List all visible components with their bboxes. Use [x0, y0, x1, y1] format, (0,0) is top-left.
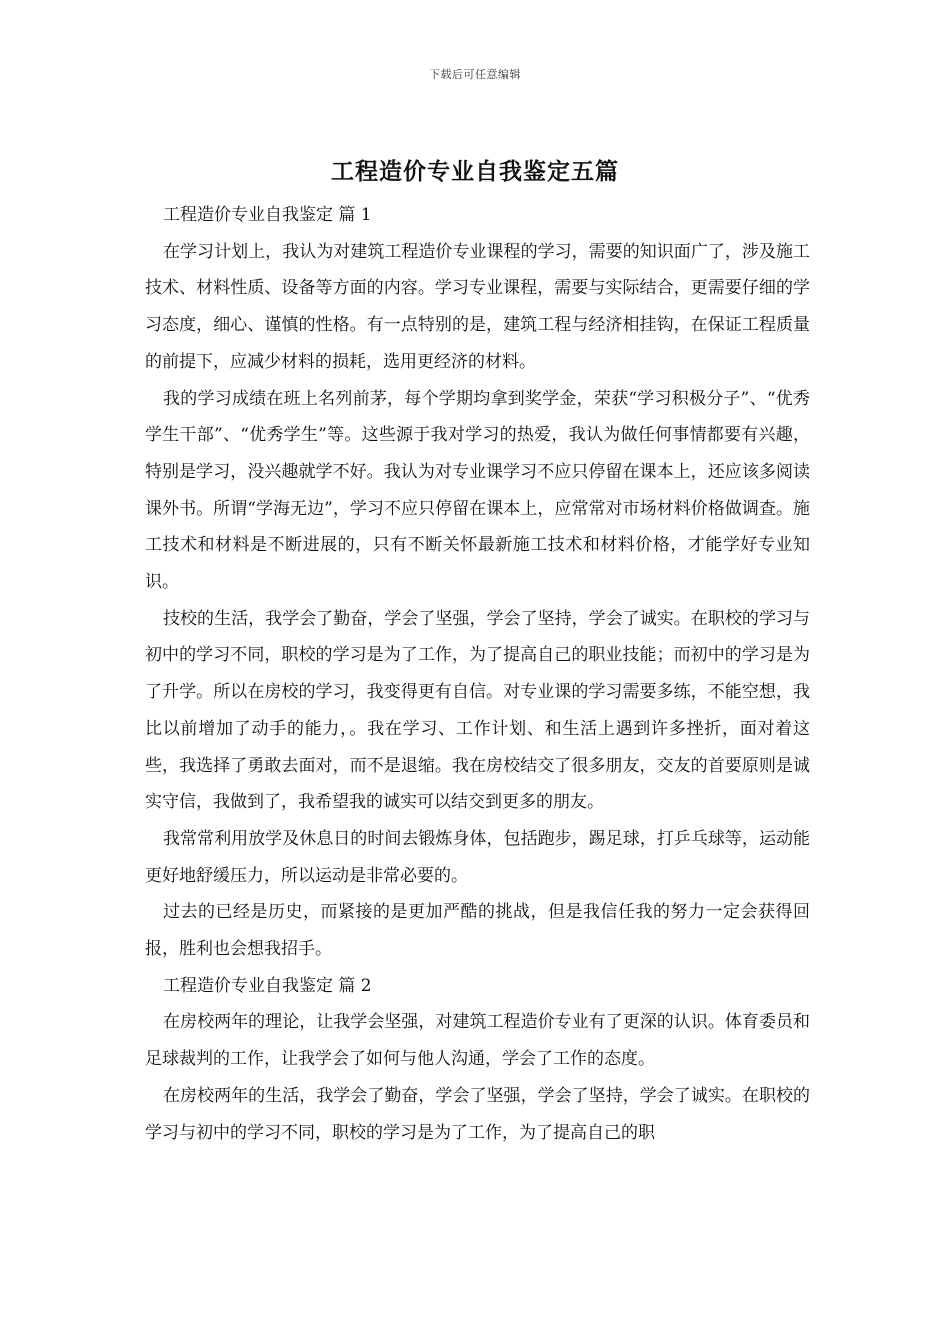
header-note: 下载后可任意编辑 — [429, 68, 521, 81]
document-title: 工程造价专业自我鉴定五篇 — [331, 158, 619, 185]
section-heading: 工程造价专业自我鉴定 篇 1 — [163, 205, 372, 225]
paragraph: 技校的生活，我学会了勤奋，学会了坚强，学会了坚持，学会了诚实。在职校的学习与初中的学习不同，职校的学习是为了工作，为了提高自己的职业技能；而初中的学习是为了升学。所以在房校的学习，我变得更有自信。对专业课的学习需要多练，不能空想，我比以前增加了动手的能力，。我在学习、工作计划、和生活上遇到许多挫折，面对着这些，我选择了勇敢去面对，而不是退缩。我在房校结交了很多朋友，交友的首要原则是诚实守信，我做到了，我希望我的诚实可以结交到更多的朋友。 — [145, 608, 810, 813]
paragraph: 过去的已经是历史，而紧接的是更加严酷的挑战，但是我信任我的努力一定会获得回报，胜利也会想我招手。 — [145, 902, 810, 960]
paragraph: 我常常利用放学及休息日的时间去锻炼身体，包括跑步，踢足球，打乒乓球等，运动能更好地舒缓压力，所以运动是非常必要的。 — [145, 828, 810, 886]
paragraph: 在学习计划上，我认为对建筑工程造价专业课程的学习，需要的知识面广了，涉及施工技术、材料性质、设备等方面的内容。学习专业课程，需要与实际结合，更需要仔细的学习态度，细心、谨慎的性格。有一点特别的是，建筑工程与经济相挂钩，在保证工程质量的前提下，应减少材料的损耗，选用更经济的材料。 — [145, 241, 810, 372]
section-heading: 工程造价专业自我鉴定 篇 2 — [163, 975, 372, 996]
paragraph: 在房校两年的生活，我学会了勤奋，学会了坚强，学会了坚持，学会了诚实。在职校的学习与初中的学习不同，职校的学习是为了工作，为了提高自己的职 — [145, 1085, 810, 1143]
document-body — [145, 197, 810, 1151]
paragraph: 我的学习成绩在班上名列前茅，每个学期均拿到奖学金，荣获“学习积极分子”、“优秀学生干部”、“优秀学生”等。这些源于我对学习的热爱，我认为做任何事情都要有兴趣，特别是学习，没兴趣就学不好。我认为对专业课学习不应只停留在课本上，还应该多阅读课外书。所谓“学海无边”，学习不应只停留在课本上，应常常对市场材料价格做调查。施工技术和材料是不断进展的，只有不断关怀最新施工技术和材料价格，才能学好专业知识。 — [145, 388, 810, 593]
paragraph: 在房校两年的理论，让我学会坚强，对建筑工程造价专业有了更深的认识。体育委员和足球裁判的工作，让我学会了如何与他人沟通，学会了工作的态度。 — [145, 1012, 810, 1070]
